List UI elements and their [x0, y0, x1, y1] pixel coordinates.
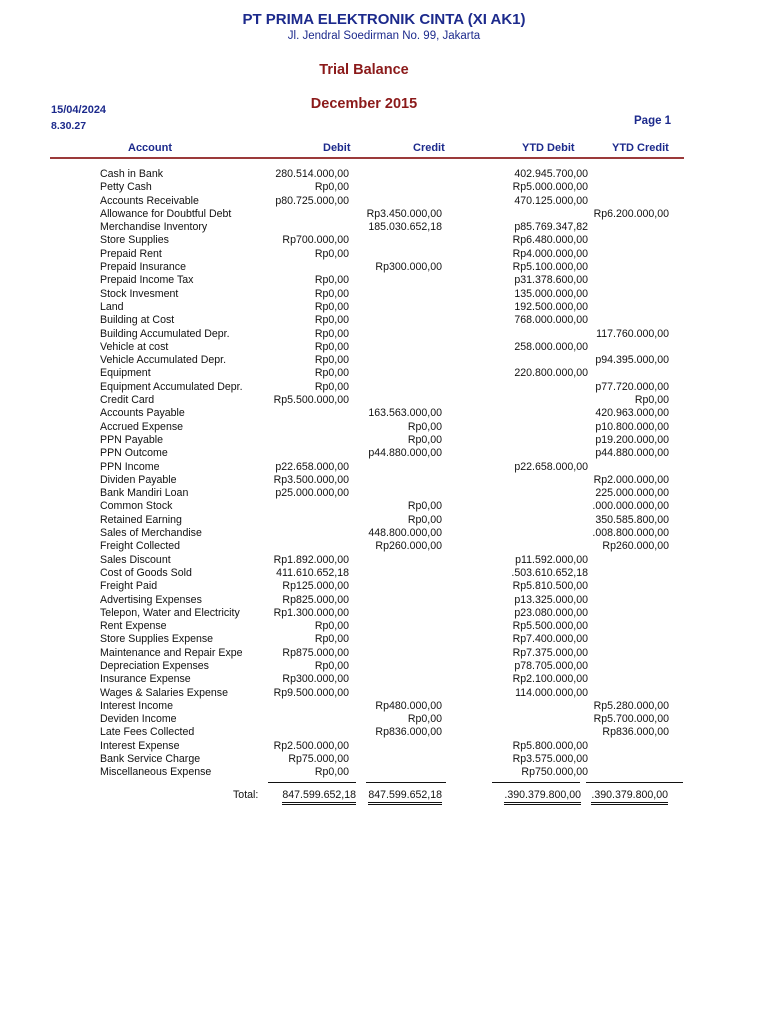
- debit-amount: Rp0,00: [314, 354, 349, 367]
- account-name: Store Supplies: [100, 234, 169, 247]
- table-row: [0, 221, 768, 234]
- account-name: Land: [100, 300, 124, 313]
- column-header-debit: Debit: [323, 142, 351, 154]
- account-name: Common Stock: [100, 500, 173, 513]
- ytd-credit-amount: p10.800.000,00: [595, 420, 669, 433]
- debit-amount: Rp0,00: [314, 274, 349, 287]
- ytd-debit-amount: 402.945.700,00: [514, 168, 588, 180]
- ytd-debit-amount: 192.500.000,00: [514, 300, 588, 313]
- ytd-debit-amount: Rp3.575.000,00: [512, 753, 588, 766]
- account-name: Deviden Income: [100, 713, 177, 726]
- total-debit: 847.599.652,18: [282, 789, 356, 805]
- debit-amount: 411.610.652,18: [276, 566, 349, 579]
- total-ytd-debit: .390.379.800,00: [504, 789, 581, 805]
- debit-amount: Rp0,00: [314, 633, 349, 646]
- debit-amount: Rp5.500.000,00: [273, 394, 349, 407]
- debit-amount: Rp0,00: [314, 300, 349, 313]
- table-row: [0, 540, 768, 553]
- ytd-debit-amount: p31.378.600,00: [514, 274, 588, 287]
- ytd-debit-amount: p23.080.000,00: [514, 606, 588, 619]
- account-name: Insurance Expense: [100, 673, 191, 686]
- table-row: [0, 687, 768, 700]
- table-row: [0, 181, 768, 194]
- page-number: Page 1: [634, 115, 672, 127]
- table-row: [0, 208, 768, 221]
- account-name: Interest Income: [100, 699, 174, 712]
- account-name: Advertising Expenses: [100, 593, 202, 606]
- debit-amount: Rp1.892.000,00: [273, 553, 349, 566]
- debit-amount: Rp700.000,00: [282, 234, 349, 247]
- table-row: [0, 527, 768, 540]
- ytd-debit-amount: Rp6.480.000,00: [512, 234, 588, 247]
- table-row: [0, 288, 768, 301]
- ytd-debit-amount: Rp5.810.500,00: [512, 580, 588, 593]
- ytd-debit-amount: p85.769.347,82: [514, 221, 588, 234]
- table-row: [0, 554, 768, 567]
- account-name: Petty Cash: [100, 181, 152, 194]
- print-time: 8.30.27: [51, 120, 87, 132]
- ytd-debit-amount: p11.592.000,00: [515, 553, 588, 566]
- ytd-credit-amount: 350.585.800,00: [595, 513, 669, 526]
- table-row: [0, 274, 768, 287]
- debit-amount: Rp2.500.000,00: [273, 739, 349, 752]
- print-date: 15/04/2024: [51, 104, 107, 116]
- account-name: Sales of Merchandise: [100, 527, 202, 540]
- ytd-credit-amount: 117.760.000,00: [596, 327, 669, 340]
- account-name: Wages & Salaries Expense: [100, 686, 228, 699]
- table-row: [0, 447, 768, 460]
- table-row: [0, 500, 768, 513]
- debit-amount: Rp3.500.000,00: [273, 473, 349, 486]
- table-row: [0, 660, 768, 673]
- account-name: Bank Mandiri Loan: [100, 487, 189, 500]
- ytd-debit-amount: 114.000.000,00: [515, 686, 588, 699]
- account-name: Retained Earning: [100, 513, 182, 526]
- account-name: Building at Cost: [100, 314, 175, 327]
- ytd-credit-amount: 225.000.000,00: [595, 487, 669, 500]
- ytd-credit-amount: Rp5.280.000,00: [593, 699, 669, 712]
- ytd-debit-amount: Rp4.000.000,00: [512, 247, 588, 260]
- ytd-credit-amount: 420.963.000,00: [595, 407, 669, 420]
- table-row: [0, 168, 768, 181]
- account-name: Accounts Payable: [100, 407, 185, 420]
- table-row: [0, 341, 768, 354]
- ytd-credit-amount: .008.800.000,00: [592, 527, 669, 540]
- debit-amount: Rp0,00: [314, 181, 349, 194]
- table-row: [0, 673, 768, 686]
- account-name: Credit Card: [100, 394, 155, 407]
- column-header-account: Account: [128, 142, 172, 154]
- account-name: Freight Collected: [100, 540, 181, 553]
- ytd-credit-amount: p77.720.000,00: [595, 380, 669, 393]
- account-name: PPN Income: [100, 460, 160, 473]
- ytd-debit-amount: Rp7.400.000,00: [512, 633, 588, 646]
- table-row: [0, 700, 768, 713]
- table-row: [0, 394, 768, 407]
- ytd-credit-amount: p44.880.000,00: [595, 447, 669, 460]
- account-name: Freight Paid: [100, 580, 158, 593]
- debit-amount: Rp0,00: [314, 620, 349, 633]
- credit-amount: 163.563.000,00: [368, 407, 442, 420]
- account-name: Equipment: [100, 367, 151, 380]
- table-row: [0, 314, 768, 327]
- debit-amount: Rp0,00: [314, 314, 349, 327]
- header-divider: [50, 157, 684, 159]
- ytd-debit-amount: 470.125.000,00: [514, 194, 588, 207]
- table-row: [0, 234, 768, 247]
- credit-amount: Rp3.450.000,00: [366, 207, 442, 220]
- table-row: [0, 753, 768, 766]
- account-name: Telepon, Water and Electricity: [100, 606, 240, 619]
- debit-amount: Rp875.000,00: [282, 646, 349, 659]
- ytd-credit-amount: .000.000.000,00: [592, 500, 669, 513]
- credit-amount: Rp0,00: [407, 420, 442, 433]
- total-ytd-credit: .390.379.800,00: [591, 789, 668, 805]
- account-name: Allowance for Doubtful Debt: [100, 207, 232, 220]
- credit-amount: Rp260.000,00: [375, 540, 442, 553]
- total-rule-ytd-debit: [492, 782, 580, 783]
- account-name: Sales Discount: [100, 553, 171, 566]
- ytd-credit-amount: Rp5.700.000,00: [593, 713, 669, 726]
- table-row: [0, 567, 768, 580]
- report-period: December 2015: [310, 96, 418, 112]
- debit-amount: Rp1.300.000,00: [273, 606, 349, 619]
- account-name: PPN Outcome: [100, 447, 168, 460]
- ytd-debit-amount: p13.325.000,00: [514, 593, 588, 606]
- table-row: [0, 607, 768, 620]
- credit-amount: Rp0,00: [407, 500, 442, 513]
- debit-amount: Rp0,00: [314, 340, 349, 353]
- credit-amount: Rp0,00: [407, 713, 442, 726]
- ytd-debit-amount: 220.800.000,00: [514, 367, 588, 380]
- debit-amount: Rp0,00: [314, 766, 349, 779]
- credit-amount: Rp0,00: [407, 513, 442, 526]
- debit-amount: Rp0,00: [314, 659, 349, 672]
- ytd-debit-amount: Rp5.000.000,00: [512, 181, 588, 194]
- company-address: Jl. Jendral Soedirman No. 99, Jakarta: [287, 30, 481, 42]
- total-label: Total:: [233, 789, 259, 801]
- table-row: [0, 381, 768, 394]
- account-name: Bank Service Charge: [100, 753, 201, 766]
- account-name: PPN Payable: [100, 433, 164, 446]
- table-row: [0, 195, 768, 208]
- company-name: PT PRIMA ELEKTRONIK CINTA (XI AK1): [242, 11, 526, 28]
- table-row: [0, 434, 768, 447]
- ytd-debit-amount: .503.610.652,18: [511, 566, 588, 579]
- account-name: Rent Expense: [100, 620, 167, 633]
- column-header-ytd-credit: YTD Credit: [612, 142, 669, 154]
- table-row: [0, 328, 768, 341]
- debit-amount: p25.000.000,00: [275, 487, 349, 500]
- account-name: Depreciation Expenses: [100, 659, 209, 672]
- account-name: Vehicle at cost: [100, 340, 169, 353]
- ytd-debit-amount: Rp7.375.000,00: [512, 646, 588, 659]
- ytd-debit-amount: 768.000.000,00: [514, 314, 588, 327]
- account-name: Miscellaneous Expense: [100, 766, 212, 779]
- account-name: Dividen Payable: [100, 473, 177, 486]
- table-row: [0, 766, 768, 779]
- debit-amount: 280.514.000,00: [275, 168, 349, 180]
- ytd-debit-amount: Rp2.100.000,00: [512, 673, 588, 686]
- ytd-credit-amount: p94.395.000,00: [595, 354, 669, 367]
- table-row: [0, 580, 768, 593]
- table-row: [0, 726, 768, 739]
- column-header-credit: Credit: [413, 142, 445, 154]
- credit-amount: Rp836.000,00: [375, 726, 442, 739]
- account-name: Late Fees Collected: [100, 726, 195, 739]
- account-name: Prepaid Rent: [100, 247, 162, 260]
- table-row: [0, 713, 768, 726]
- debit-amount: Rp0,00: [314, 247, 349, 260]
- account-name: Building Accumulated Depr.: [100, 327, 230, 340]
- ytd-debit-amount: 135.000.000,00: [514, 287, 588, 300]
- debit-amount: p22.658.000,00: [275, 460, 349, 473]
- column-header-ytd-debit: YTD Debit: [522, 142, 575, 154]
- table-row: [0, 594, 768, 607]
- ytd-debit-amount: Rp5.800.000,00: [512, 739, 588, 752]
- account-name: Accounts Receivable: [100, 194, 199, 207]
- debit-amount: Rp75.000,00: [288, 753, 349, 766]
- ytd-credit-amount: Rp836.000,00: [602, 726, 669, 739]
- credit-amount: Rp480.000,00: [375, 699, 442, 712]
- table-row: [0, 633, 768, 646]
- table-row: [0, 487, 768, 500]
- ytd-credit-amount: Rp0,00: [634, 394, 669, 407]
- table-row: [0, 248, 768, 261]
- ytd-credit-amount: p19.200.000,00: [595, 433, 669, 446]
- table-row: [0, 354, 768, 367]
- account-name: Merchandise Inventory: [100, 221, 208, 234]
- debit-amount: Rp0,00: [314, 287, 349, 300]
- debit-amount: Rp125.000,00: [282, 580, 349, 593]
- credit-amount: p44.880.000,00: [368, 447, 442, 460]
- account-name: Vehicle Accumulated Depr.: [100, 354, 227, 367]
- table-row: [0, 474, 768, 487]
- ytd-debit-amount: p22.658.000,00: [514, 460, 588, 473]
- account-name: Equipment Accumulated Depr.: [100, 380, 243, 393]
- account-rows: [0, 168, 768, 780]
- total-rule-ytd-credit: [586, 782, 683, 783]
- report-title: Trial Balance: [319, 62, 409, 78]
- ytd-credit-amount: Rp2.000.000,00: [593, 473, 669, 486]
- ytd-debit-amount: p78.705.000,00: [514, 659, 588, 672]
- table-row: [0, 461, 768, 474]
- debit-amount: Rp0,00: [314, 380, 349, 393]
- table-row: [0, 647, 768, 660]
- total-credit: 847.599.652,18: [368, 789, 442, 805]
- debit-amount: Rp0,00: [314, 367, 349, 380]
- table-row: [0, 301, 768, 314]
- credit-amount: 448.800.000,00: [368, 527, 442, 540]
- account-name: Cost of Goods Sold: [100, 566, 192, 579]
- ytd-debit-amount: 258.000.000,00: [514, 340, 588, 353]
- table-row: [0, 407, 768, 420]
- account-name: Store Supplies Expense: [100, 633, 214, 646]
- credit-amount: Rp300.000,00: [375, 261, 442, 274]
- account-name: Accrued Expense: [100, 420, 184, 433]
- ytd-credit-amount: Rp260.000,00: [602, 540, 669, 553]
- ytd-debit-amount: Rp5.500.000,00: [512, 620, 588, 633]
- table-row: [0, 261, 768, 274]
- total-rule-debit: [268, 782, 356, 783]
- table-row: [0, 514, 768, 527]
- debit-amount: p80.725.000,00: [275, 194, 349, 207]
- debit-amount: Rp0,00: [314, 327, 349, 340]
- ytd-debit-amount: Rp5.100.000,00: [512, 261, 588, 274]
- table-row: [0, 740, 768, 753]
- table-row: [0, 620, 768, 633]
- ytd-credit-amount: Rp6.200.000,00: [593, 207, 669, 220]
- table-row: [0, 421, 768, 434]
- credit-amount: 185.030.652,18: [368, 221, 442, 234]
- ytd-debit-amount: Rp750.000,00: [521, 766, 588, 779]
- account-name: Prepaid Income Tax: [100, 274, 194, 287]
- account-name: Interest Expense: [100, 739, 180, 752]
- table-row: [0, 367, 768, 380]
- debit-amount: Rp300.000,00: [282, 673, 349, 686]
- total-rule-credit: [366, 782, 446, 783]
- account-name: Prepaid Insurance: [100, 261, 186, 274]
- account-name: Stock Invesment: [100, 287, 179, 300]
- account-name: Maintenance and Repair Expe: [100, 646, 243, 659]
- credit-amount: Rp0,00: [407, 433, 442, 446]
- debit-amount: Rp9.500.000,00: [273, 686, 349, 699]
- account-name: Cash in Bank: [100, 168, 164, 180]
- debit-amount: Rp825.000,00: [282, 593, 349, 606]
